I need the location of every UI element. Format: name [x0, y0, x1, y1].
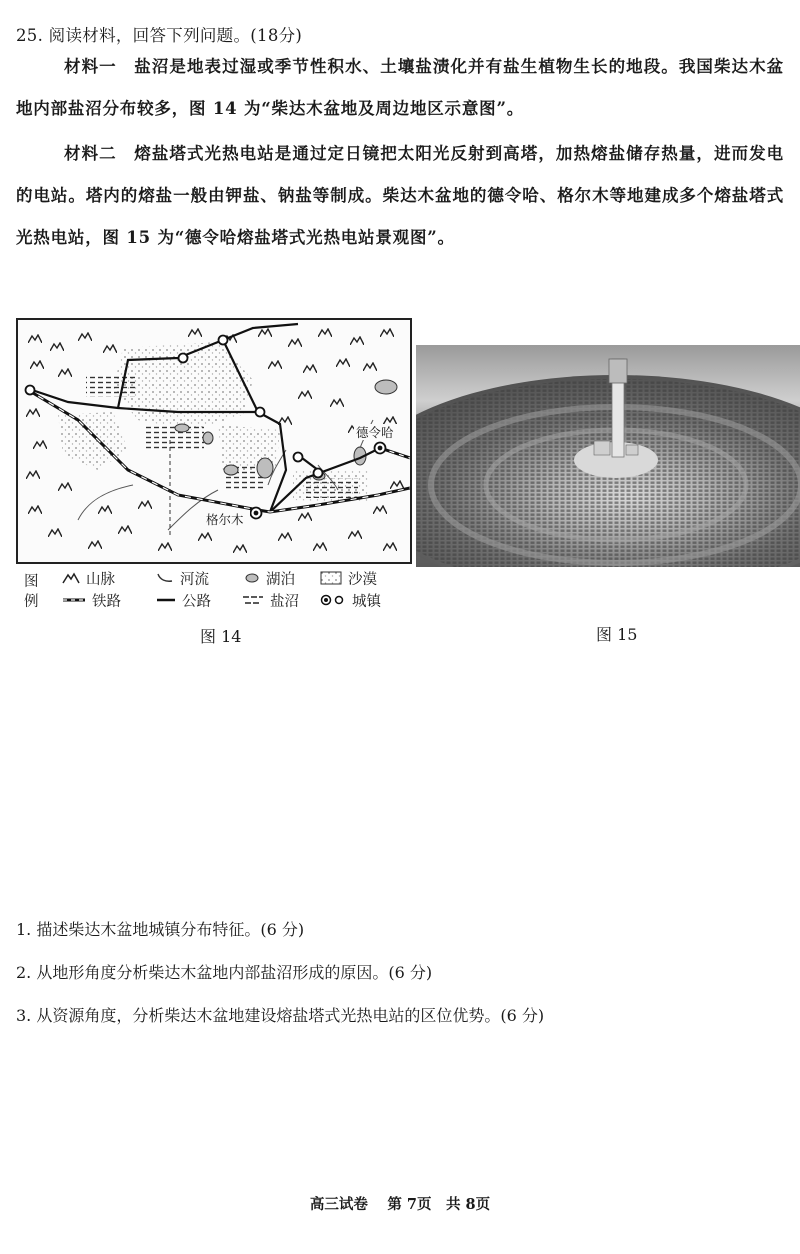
legend-item-highway [156, 590, 211, 610]
legend-label-highway: 公路 [182, 593, 211, 610]
basin-map-drawing [18, 320, 410, 562]
lake [175, 424, 189, 432]
lake [375, 380, 397, 394]
figure-14-caption: 图 14 [200, 627, 242, 646]
legend-label-salt-marsh: 盐沼 [270, 593, 299, 610]
legend-item-town [320, 590, 381, 610]
legend-item-mountain [62, 568, 115, 588]
lake-icon [244, 572, 260, 584]
legend-label-railway: 铁路 [92, 593, 121, 610]
lake [257, 458, 273, 478]
legend-item-lake [244, 568, 295, 588]
city-label-golmud: 格尔木 [206, 512, 244, 527]
legend-label-lake: 湖泊 [266, 571, 295, 588]
salt-marsh-area [303, 478, 358, 498]
river-icon [156, 572, 174, 584]
solar-plant-photo [416, 345, 800, 567]
question-3: 3. 从资源角度，分析柴达木盆地建设熔盐塔式光热电站的区位优势。(6 分) [16, 1006, 545, 1025]
legend-label-desert: 沙漠 [348, 571, 377, 588]
legend-label-town: 城镇 [352, 593, 381, 610]
basin-map [16, 318, 412, 564]
legend-item-desert [320, 568, 377, 588]
solar-plant-image [416, 345, 800, 567]
salt-marsh-area [86, 375, 136, 397]
city-label-delingha: 德令哈 [356, 425, 394, 440]
question-1: 1. 描述柴达木盆地城镇分布特征。(6 分) [16, 920, 305, 939]
page-footer: 高三试卷 第 7页 共 8页 [309, 1196, 491, 1213]
mountain-icon [62, 572, 80, 584]
legend-title-bottom: 例 [24, 594, 39, 610]
legend-label-mountain: 山脉 [86, 571, 115, 588]
lake [224, 465, 238, 475]
railway-icon [62, 595, 86, 605]
material-one: 材料一 盐沼是地表过湿或季节性积水、土壤盐渍化并有盐生植物生长的地段。我国柴达木盆地内部盐沼分布较多，图 14 为“柴达木盆地及周边地区示意图”。 [16, 57, 784, 118]
figure-15-caption: 图 15 [596, 625, 638, 644]
material-two: 材料二 熔盐塔式光热电站是通过定日镜把太阳光反射到高塔，加热熔盐储存热量，进而发电的电站。塔内的熔盐一般由钾盐、钠盐等制成。柴达木盆地的德令哈、格尔木等地建成多个熔盐塔式光热电站，图 15 为“德令哈熔盐塔式光热电站景观图”。 [16, 144, 784, 247]
highway-icon [156, 595, 176, 605]
question-2: 2. 从地形角度分析柴达木盆地内部盐沼形成的原因。(6 分) [16, 963, 433, 982]
legend-item-river [156, 568, 209, 588]
legend-item-salt-marsh [242, 590, 299, 610]
legend-label-river: 河流 [180, 571, 209, 588]
legend-item-railway [62, 590, 121, 610]
legend-title-top: 图 [24, 574, 39, 590]
river [78, 485, 133, 520]
salt-marsh-icon [242, 594, 264, 606]
question-header: 25. 阅读材料，回答下列问题。(18分) [16, 26, 303, 45]
desert-icon [320, 571, 342, 585]
salt-marsh-area [144, 425, 204, 451]
town-icon [320, 594, 346, 606]
lake [203, 432, 213, 444]
